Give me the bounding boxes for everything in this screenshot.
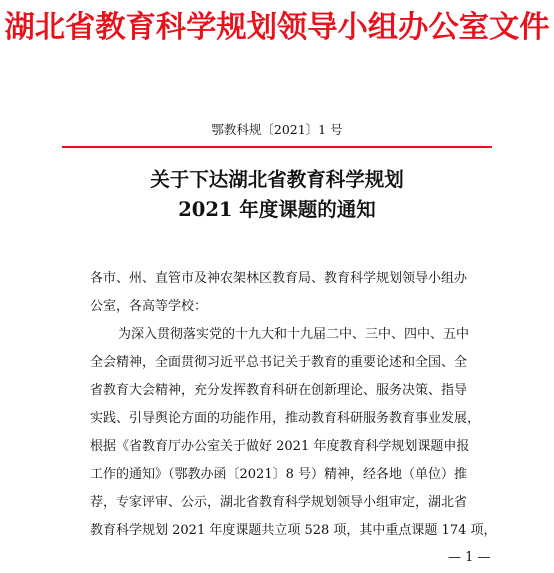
salutation-line-1: 各市、州、直管市及神农架林区教育局、教育科学规划领导小组办: [90, 271, 468, 286]
salutation-line-2: 公室，各高等学校：: [90, 299, 208, 314]
paragraph-line: 省教育大会精神，充分发挥教育科研在创新理论、服务决策、指导: [90, 383, 468, 398]
document-title-line-2: 2021 年度课题的通知: [178, 198, 376, 221]
masthead-title: 湖北省教育科学规划领导小组办公室文件: [4, 10, 550, 45]
paragraph-line: 为深入贯彻落实党的十九大和十九届二中、三中、四中、五中: [118, 327, 470, 342]
red-divider-line: [62, 146, 492, 148]
paragraph-line: 实践、引导舆论方面的功能作用，推动教育科研服务教育事业发展，: [90, 411, 481, 426]
paragraph-line: 荐，专家评审、公示，湖北省教育科学规划领导小组审定，湖北省: [90, 495, 468, 510]
document-title-line-1: 关于下达湖北省教育科学规划: [150, 168, 404, 191]
document-number: 鄂教科规〔2021〕1 号: [211, 122, 343, 137]
paragraph-line: 根据《省教育厅办公室关于做好 2021 年度教育科学规划课题申报: [90, 439, 470, 454]
paragraph-line: 教育科学规划 2021 年度课题共立项 528 项，其中重点课题 174 项，: [90, 523, 497, 538]
paragraph-line: 工作的通知》（鄂教办函〔2021〕8 号）精神，经各地（单位）推: [90, 467, 467, 482]
page-number: — 1 —: [448, 550, 491, 565]
paragraph-line: 全会精神，全面贯彻习近平总书记关于教育的重要论述和全国、全: [90, 355, 468, 370]
